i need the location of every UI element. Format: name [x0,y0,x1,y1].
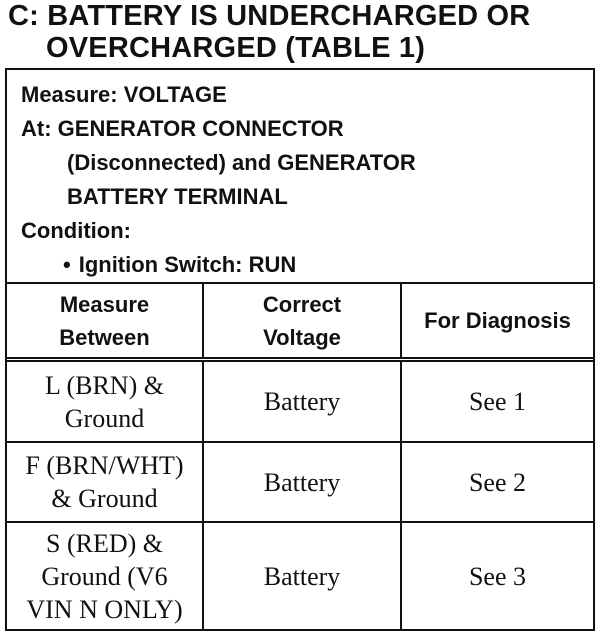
condition-item-text: Ignition Switch: RUN [78,252,297,277]
at-line-2: (Disconnected) and GENERATOR [67,150,416,175]
cell-correct-voltage: Battery [203,442,401,522]
header-correct-voltage: Correct Voltage [203,283,401,360]
header-for-diagnosis: For Diagnosis [401,283,593,360]
cell-measure-between: L (BRN) & Ground [7,360,203,443]
header-measure-between: Measure Between [7,283,203,360]
table-row [7,442,593,522]
page-heading [8,0,603,64]
cell-for-diagnosis: See 3 [401,522,593,629]
cell-measure-between: S (RED) & Ground (V6 VIN N ONLY) [7,522,203,629]
cell-measure-between: F (BRN/WHT) & Ground [7,442,203,522]
condition-label: Condition: [21,218,131,243]
at-line-3: BATTERY TERMINAL [67,184,288,209]
cell-for-diagnosis: See 2 [401,442,593,522]
cell-correct-voltage: Battery [203,360,401,443]
measurement-info [7,70,593,284]
heading-line-1: C: BATTERY IS UNDERCHARGED OR [8,0,531,32]
voltage-table [7,282,593,629]
heading-line-2: OVERCHARGED (TABLE 1) [46,32,426,64]
condition-item [21,248,593,282]
cell-for-diagnosis: See 1 [401,360,593,443]
diagnostic-box [5,68,595,631]
table-header-row [7,283,593,360]
at-line-1: At: GENERATOR CONNECTOR [21,116,344,141]
measure-line: Measure: VOLTAGE [21,82,227,107]
bullet-icon: • [63,252,71,277]
table-row [7,522,593,629]
table-row [7,360,593,443]
cell-correct-voltage: Battery [203,522,401,629]
